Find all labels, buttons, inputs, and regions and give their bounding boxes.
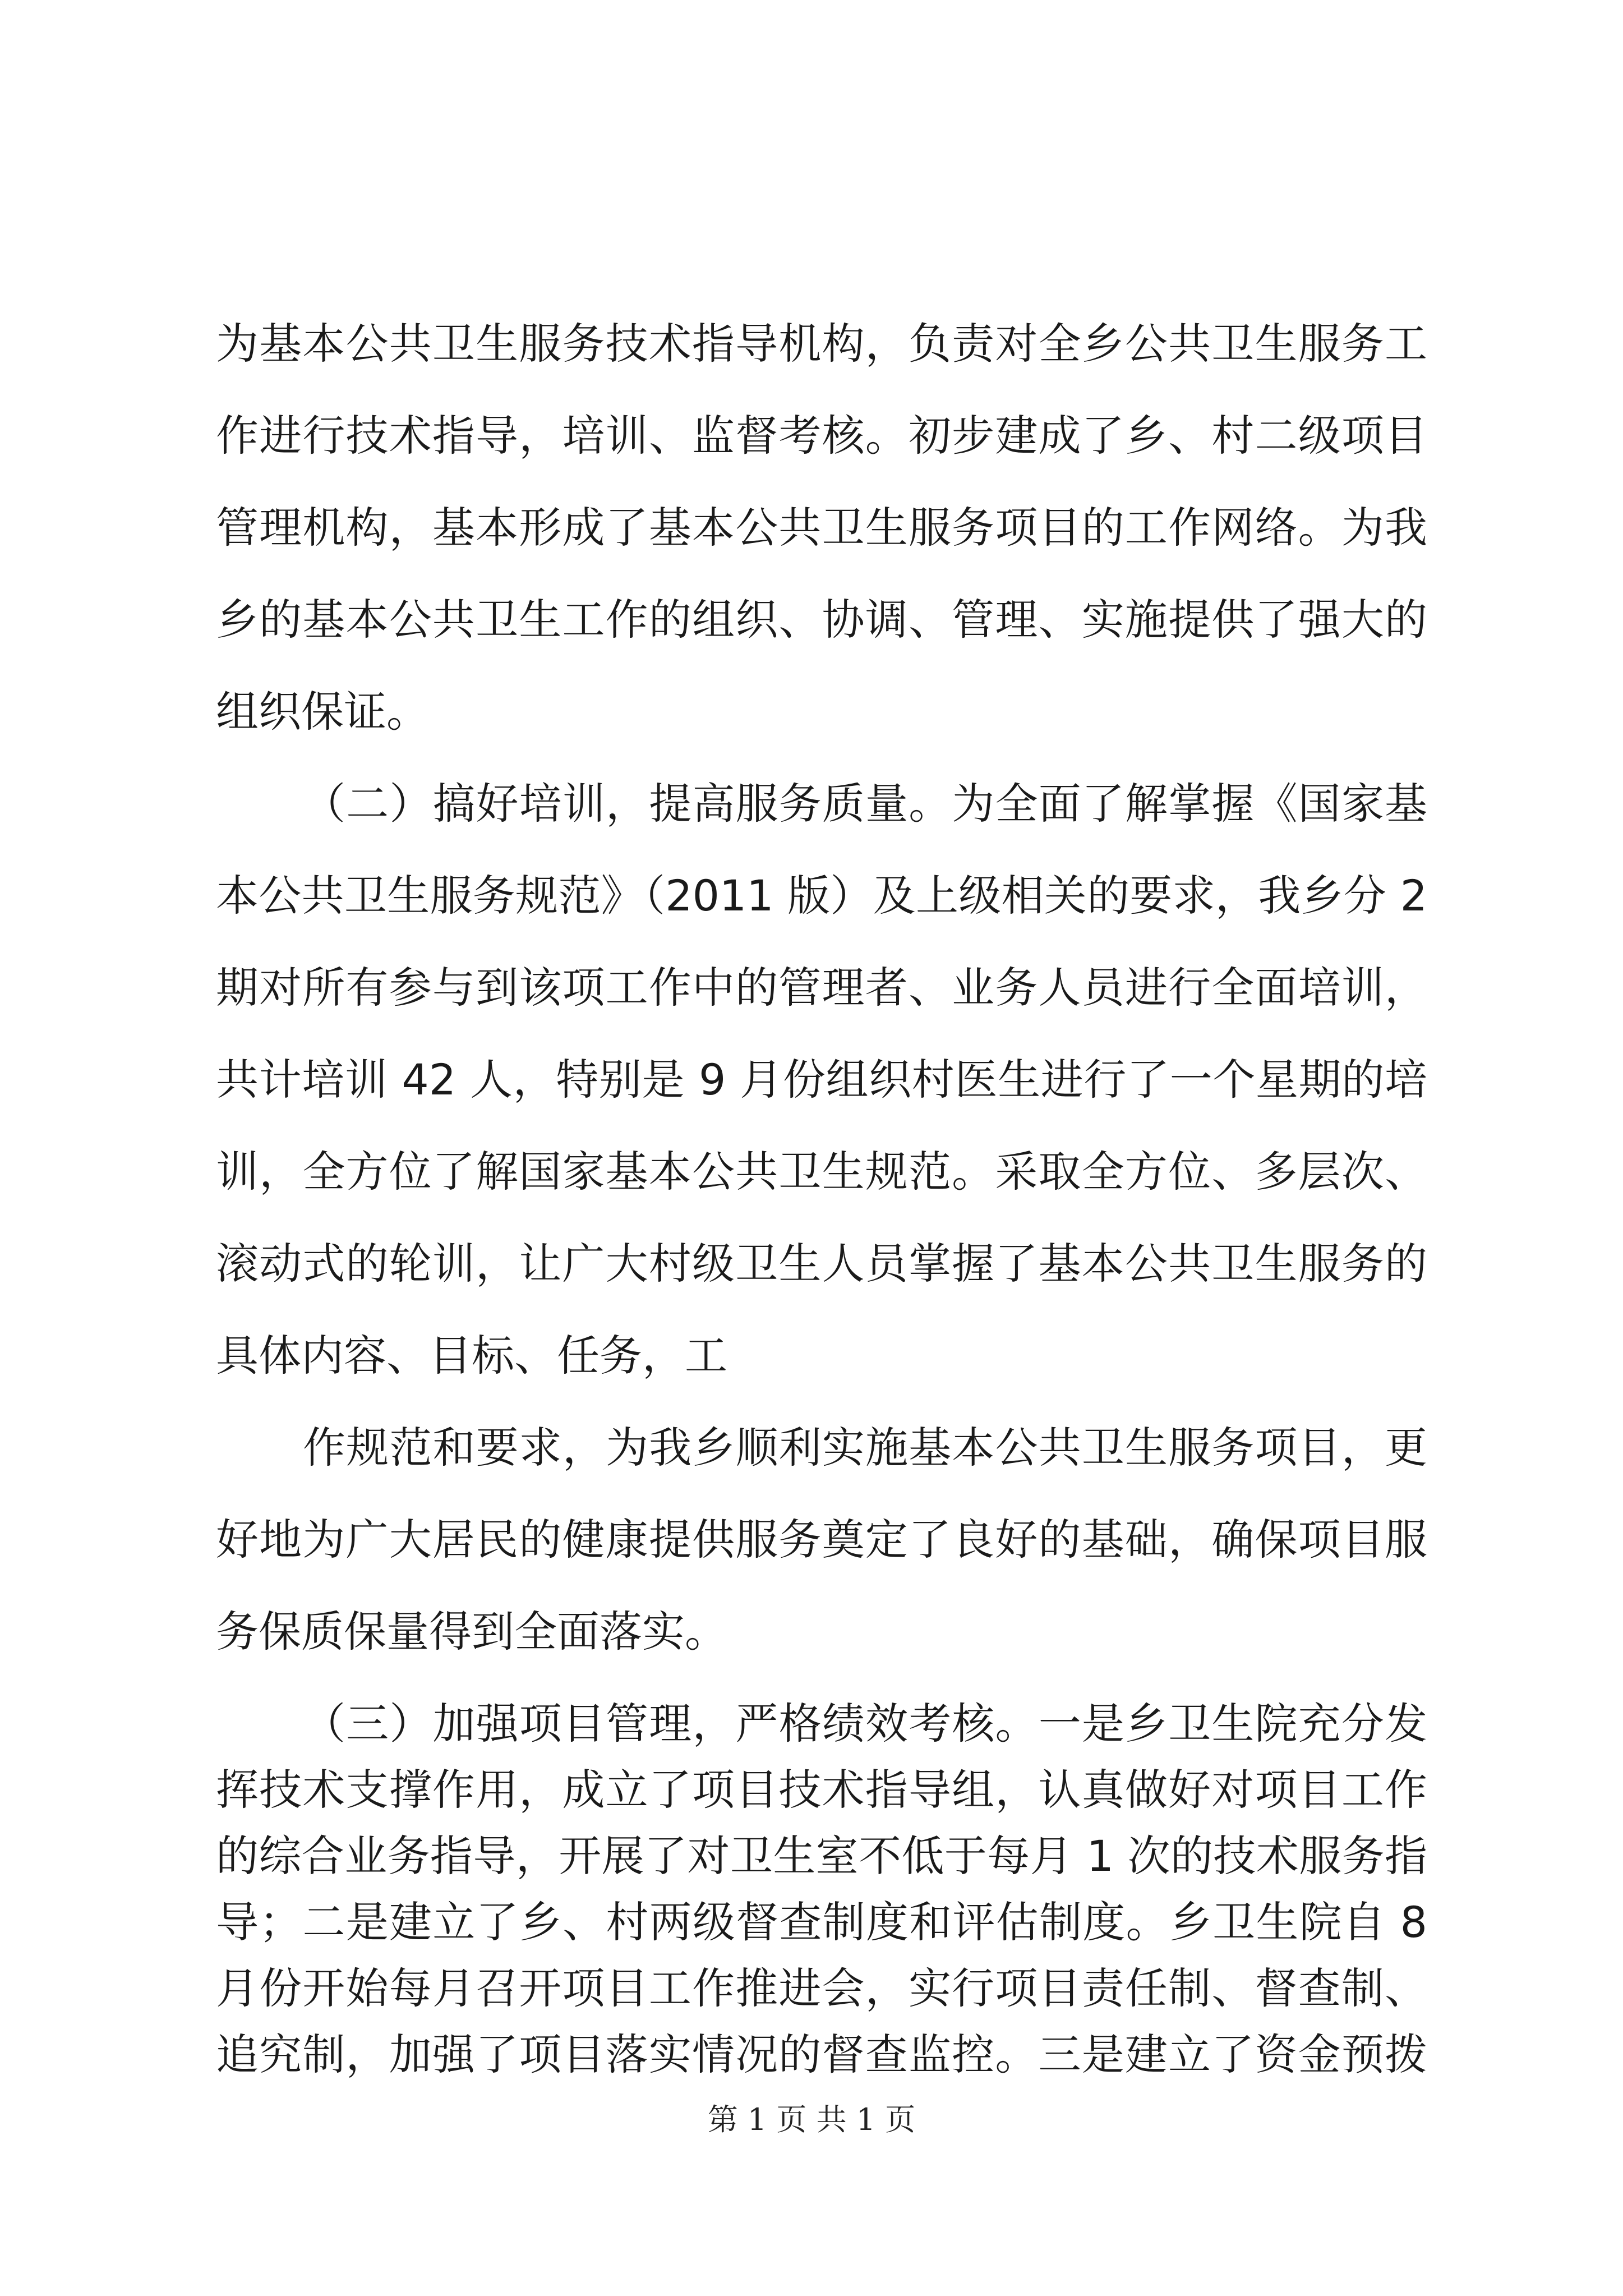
text-line: 为基本公共卫生服务技术指导机构，负责对全乡公共卫生服务工 [216,319,1427,369]
text-line: 好地为广大居民的健康提供服务奠定了良好的基础，确保项目服 [216,1515,1427,1565]
page-footer: 第 1 页 共 1 页 [707,2102,916,2137]
text-line: 作进行技术指导，培训、监督考核。初步建成了乡、村二级项目 [216,411,1427,461]
text-line: 期对所有参与到该项工作中的管理者、业务人员进行全面培训， [216,963,1427,1013]
paragraph-heading-line: （二）搞好培训，提高服务质量。为全面了解掌握《国家基 [303,779,1427,829]
text-line: 滚动式的轮训，让广大村级卫生人员掌握了基本公共卫生服务的 [216,1239,1427,1289]
text-line: 的综合业务指导，开展了对卫生室不低于每月 1 次的技术服务指 [216,1831,1427,1881]
text-line: 训，全方位了解国家基本公共卫生规范。采取全方位、多层次、 [216,1147,1427,1197]
text-line: 共计培训 42 人，特别是 9 月份组织村医生进行了一个星期的培 [216,1055,1427,1105]
text-line: 作规范和要求，为我乡顺利实施基本公共卫生服务项目，更 [303,1423,1427,1473]
paragraph-heading-line: （三）加强项目管理，严格绩效考核。一是乡卫生院充分发 [303,1699,1427,1749]
text-line: 追究制，加强了项目落实情况的督查监控。三是建立了资金预拨 [216,2030,1427,2079]
text-line: 导；二是建立了乡、村两级督查制度和评估制度。乡卫生院自 8 [216,1897,1427,1947]
text-line: 本公共卫生服务规范》（2011 版）及上级相关的要求，我乡分 2 [216,871,1427,921]
text-line: 具体内容、目标、任务，工 [216,1331,727,1381]
text-line: 管理机构，基本形成了基本公共卫生服务项目的工作网络。为我 [216,503,1427,553]
text-line: 月份开始每月召开项目工作推进会，实行项目责任制、督查制、 [216,1963,1427,2013]
text-line: 乡的基本公共卫生工作的组织、协调、管理、实施提供了强大的 [216,595,1427,645]
text-line: 组织保证。 [216,687,429,737]
text-line: 挥技术支撑作用，成立了项目技术指导组，认真做好对项目工作 [216,1765,1427,1815]
text-line: 务保质保量得到全面落实。 [216,1607,727,1657]
